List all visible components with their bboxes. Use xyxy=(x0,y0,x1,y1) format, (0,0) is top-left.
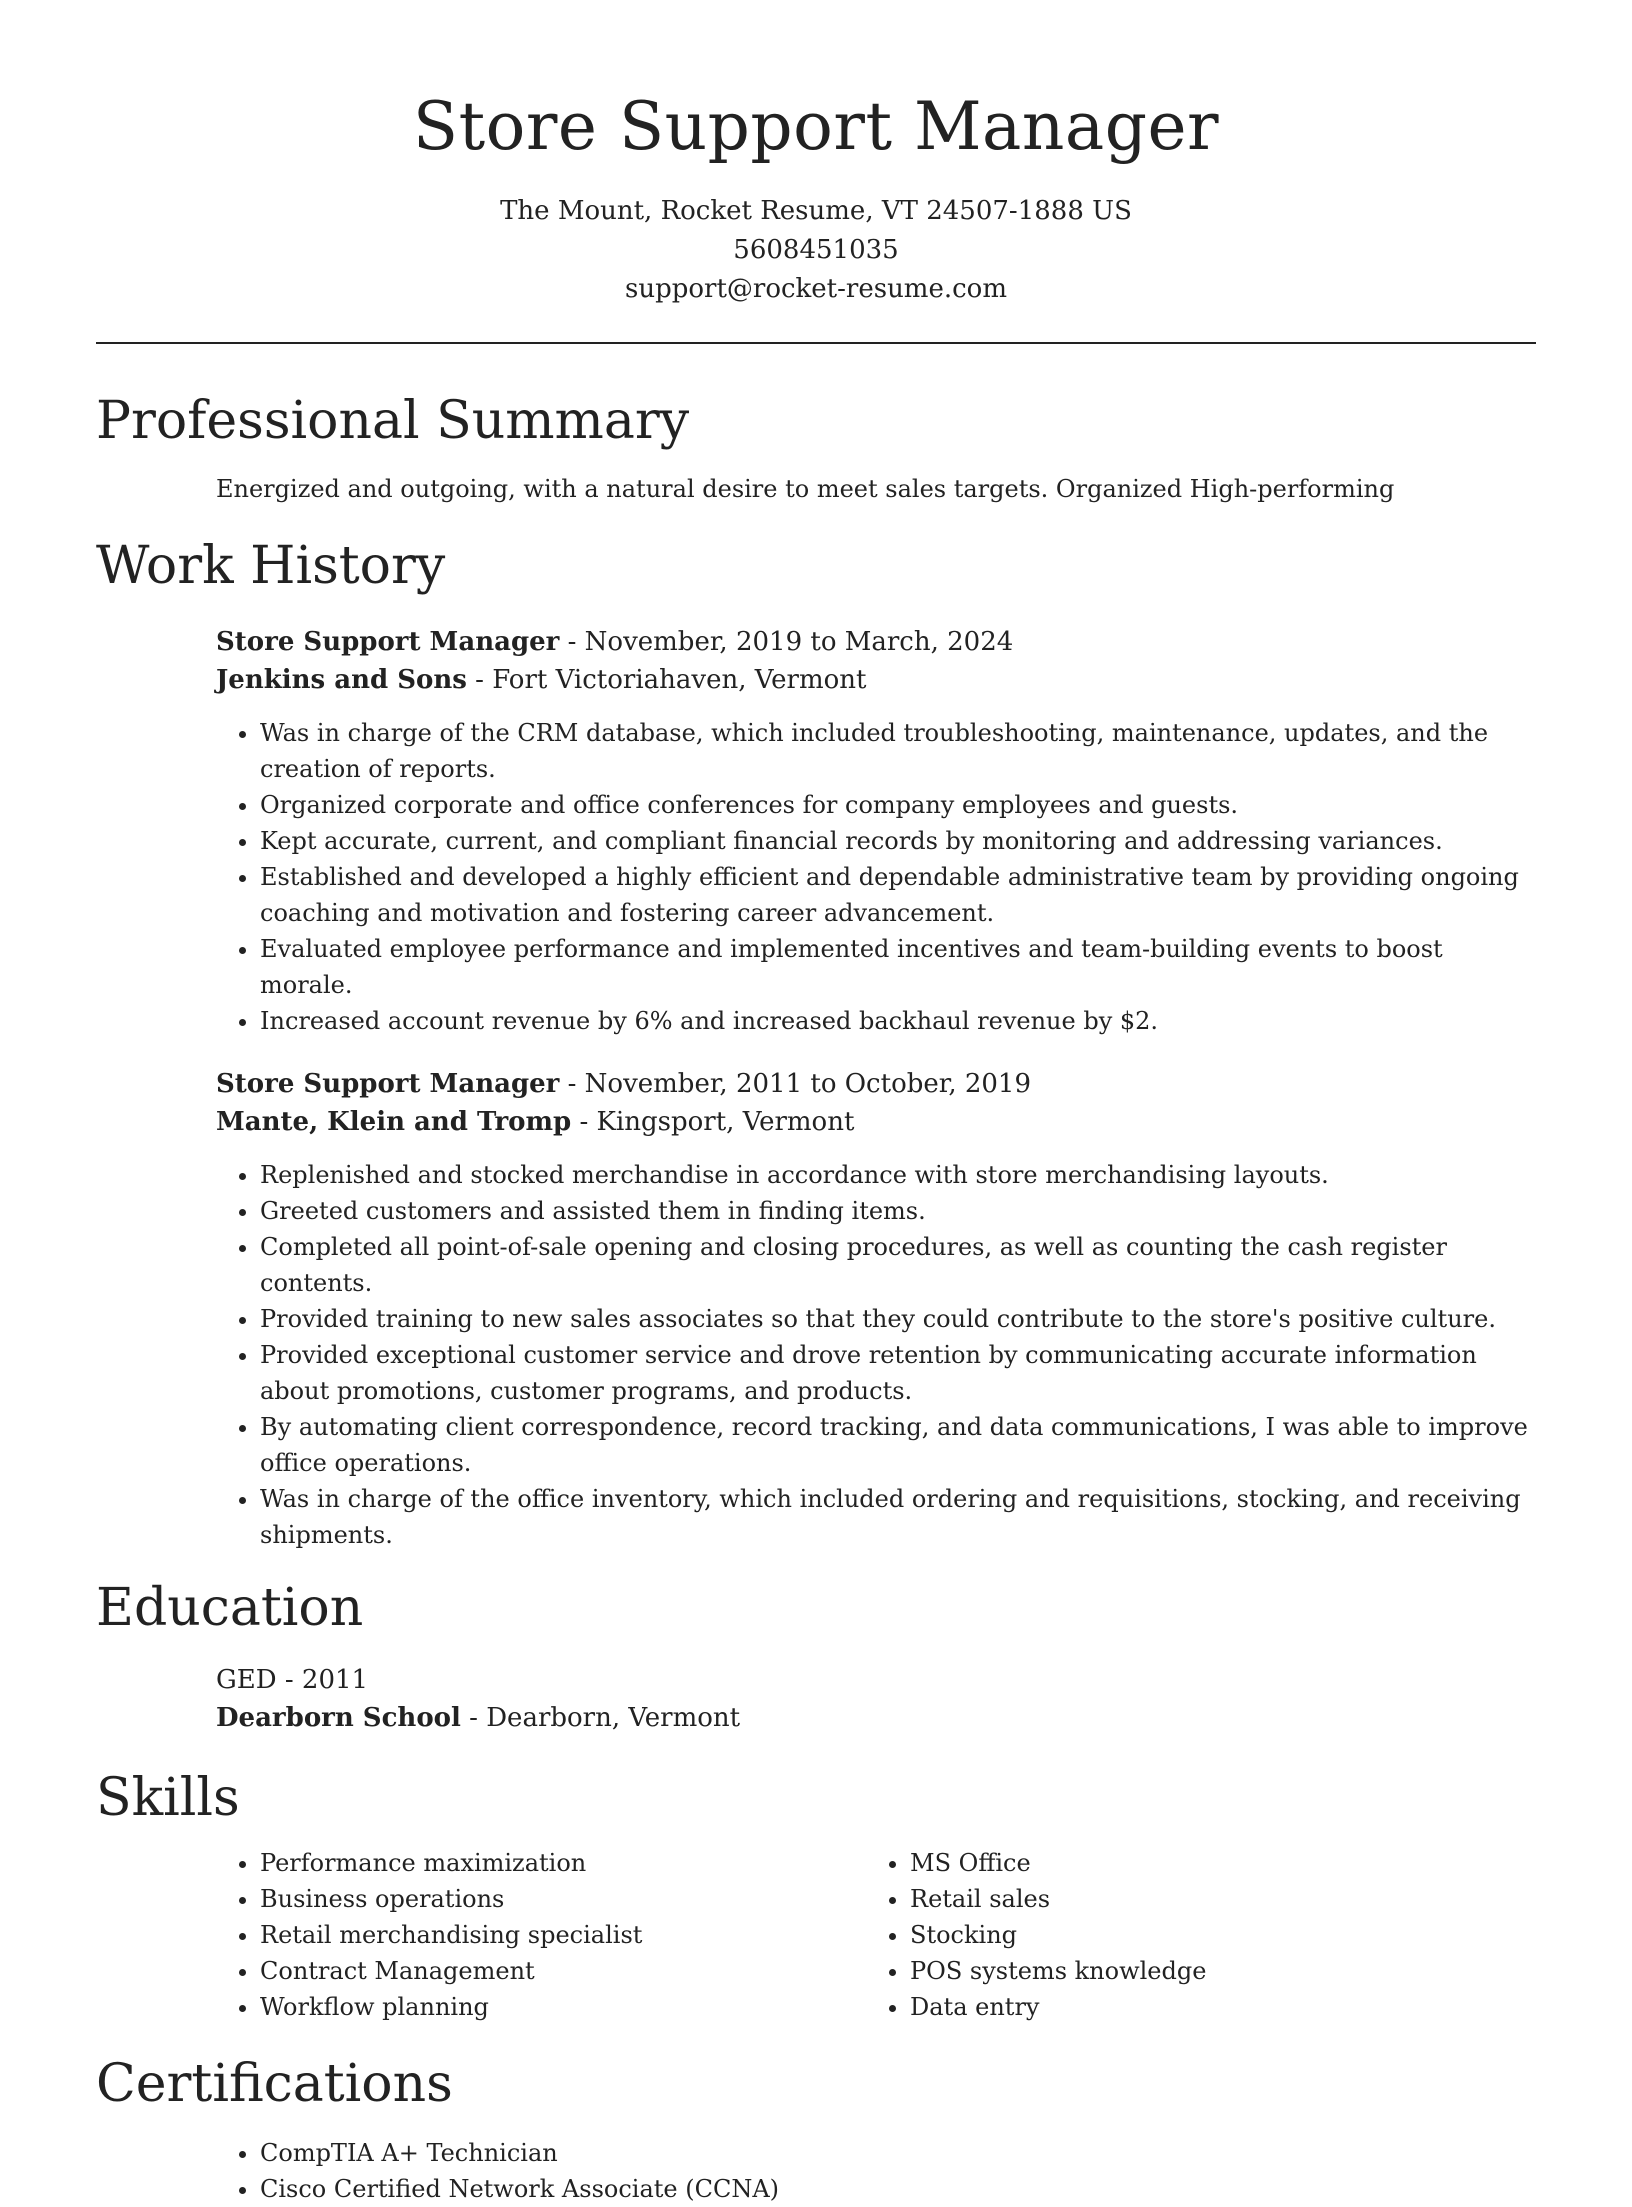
education-school: Dearborn School xyxy=(216,1703,461,1733)
job-bullet: • Increased account revenue by 6% and increased backhaul revenue by $2. xyxy=(260,1003,1536,1039)
skill-item: • Workflow planning xyxy=(260,1989,866,2025)
section-title-skills: Skills xyxy=(96,1768,240,1828)
certification-item: • CompTIA A+ Technician xyxy=(260,2135,1536,2171)
skill-item: • Business operations xyxy=(260,1881,866,1917)
job-title-line xyxy=(216,623,1536,661)
education-year: - 2011 xyxy=(276,1665,369,1695)
job-bullet: • Replenished and stocked merchandise in accordance with store merchandising layouts. xyxy=(260,1157,1536,1193)
skill-item: • Data entry xyxy=(910,1989,1516,2025)
contact-phone: 5608451035 xyxy=(733,235,899,265)
job-bullet: • Was in charge of the office inventory, which included ordering and requisitions, stocking, and receiving shipments. xyxy=(260,1481,1536,1553)
certifications-list xyxy=(216,2135,1536,2207)
job-dates: - November, 2019 to March, 2024 xyxy=(559,627,1014,657)
skill-item: • Stocking xyxy=(910,1917,1516,1953)
job-title-line xyxy=(216,1065,1536,1103)
job-company: Jenkins and Sons xyxy=(216,665,467,695)
contact-info xyxy=(96,192,1536,309)
job-bullet: • Kept accurate, current, and compliant financial records by monitoring and addressing variances. xyxy=(260,823,1536,859)
job-role: Store Support Manager xyxy=(216,1069,560,1099)
job-bullet: • By automating client correspondence, record tracking, and data communications, I was able to improve office operations. xyxy=(260,1409,1536,1481)
resume-page xyxy=(96,0,1536,2207)
contact-email: support@rocket-resume.com xyxy=(624,274,1007,304)
job-company-line xyxy=(216,661,1536,699)
summary-text: Energized and outgoing, with a natural desire to meet sales targets. Organized High-performing xyxy=(216,475,1395,503)
section-title-summary: Professional Summary xyxy=(96,391,690,451)
contact-address: The Mount, Rocket Resume, VT 24507-1888 US xyxy=(500,196,1132,226)
skill-item: • Retail sales xyxy=(910,1881,1516,1917)
job-bullet-list xyxy=(216,1157,1536,1553)
job-entry xyxy=(216,1065,1536,1553)
job-company: Mante, Klein and Tromp xyxy=(216,1107,572,1137)
education-degree-line xyxy=(216,1661,1536,1699)
education-school-line xyxy=(216,1699,1536,1737)
skill-item: • POS systems knowledge xyxy=(910,1953,1516,1989)
skills-list-right xyxy=(866,1845,1516,2025)
skills-columns xyxy=(216,1845,1536,2025)
education-degree: GED xyxy=(216,1665,277,1695)
job-bullet: • Completed all point-of-sale opening and closing procedures, as well as counting the cash register contents. xyxy=(260,1229,1536,1301)
candidate-name: Store Support Manager xyxy=(412,88,1220,165)
section-title-certifications: Certifications xyxy=(96,2054,453,2114)
skills-list-left xyxy=(216,1845,866,2025)
job-dates: - November, 2011 to October, 2019 xyxy=(559,1069,1032,1099)
job-bullet-list xyxy=(216,715,1536,1039)
job-bullet: • Organized corporate and office conferences for company employees and guests. xyxy=(260,787,1536,823)
job-company-line xyxy=(216,1103,1536,1141)
job-bullet: • Greeted customers and assisted them in finding items. xyxy=(260,1193,1536,1229)
job-bullet: • Provided training to new sales associates so that they could contribute to the store's positive culture. xyxy=(260,1301,1536,1337)
resume-header xyxy=(96,0,1536,309)
skill-item: • MS Office xyxy=(910,1845,1516,1881)
job-location: - Kingsport, Vermont xyxy=(571,1107,855,1137)
skill-item: • Performance maximization xyxy=(260,1845,866,1881)
job-location: - Fort Victoriahaven, Vermont xyxy=(466,665,867,695)
section-title-work-history: Work History xyxy=(96,536,446,596)
education-location: - Dearborn, Vermont xyxy=(460,1703,741,1733)
job-role: Store Support Manager xyxy=(216,627,560,657)
job-bullet: • Established and developed a highly efficient and dependable administrative team by providing ongoing coaching and motivation and fostering career advancement. xyxy=(260,859,1536,931)
skill-item: • Retail merchandising specialist xyxy=(260,1917,866,1953)
job-bullet: • Evaluated employee performance and implemented incentives and team-building events to boost morale. xyxy=(260,931,1536,1003)
section-title-education: Education xyxy=(96,1578,364,1638)
certification-item: • Cisco Certified Network Associate (CCNA) xyxy=(260,2171,1536,2207)
education-entry xyxy=(216,1661,1536,1737)
skill-item: • Contract Management xyxy=(260,1953,866,1989)
job-bullet: • Provided exceptional customer service and drove retention by communicating accurate information about promotions, customer programs, and products. xyxy=(260,1337,1536,1409)
job-entry xyxy=(216,623,1536,1039)
job-bullet: • Was in charge of the CRM database, which included troubleshooting, maintenance, updates, and the creation of reports. xyxy=(260,715,1536,787)
header-divider xyxy=(96,342,1536,344)
